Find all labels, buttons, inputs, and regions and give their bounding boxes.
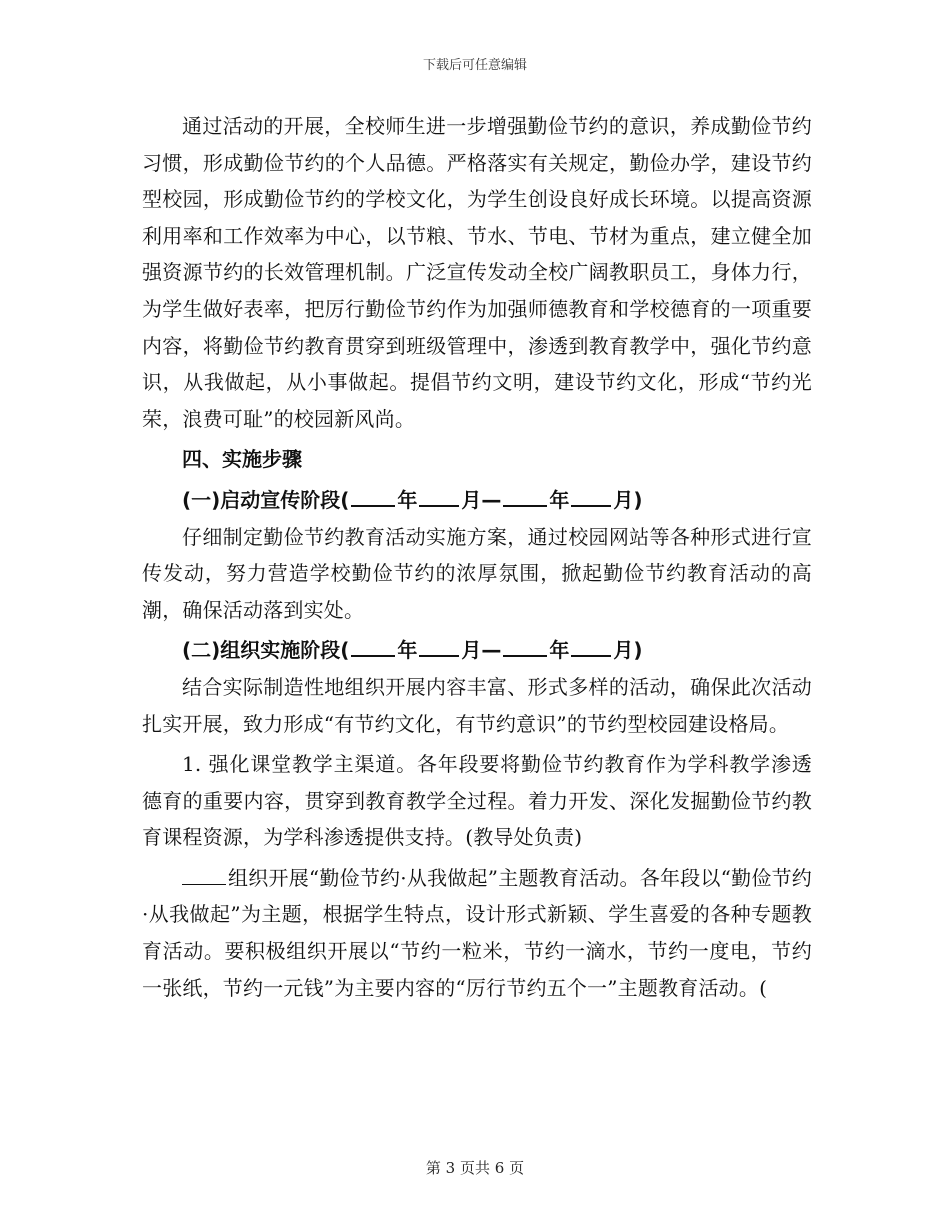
stage-2-prefix: (二)组织实施阶段( xyxy=(182,638,350,663)
blank-line xyxy=(571,487,611,507)
subheading-stage-1 xyxy=(142,482,812,519)
paragraph-stage-2: 结合实际制造性地组织开展内容丰富、形式多样的活动，确保此次活动扎实开展，致力形成“有节约文化，有节约意识”的节约型校园建设格局。 xyxy=(142,674,812,736)
paragraph-item-2 xyxy=(142,860,812,1006)
blank-line xyxy=(503,487,547,507)
paragraph-stage-1: 仔细制定勤俭节约教育活动实施方案，通过校园网站等各种形式进行宣传发动，努力营造学校勤俭节约的浓厚氛围，掀起勤俭节约教育活动的高潮，确保活动落到实处。 xyxy=(142,524,812,622)
blank-line xyxy=(419,487,459,507)
blank-line xyxy=(351,487,395,507)
document-body xyxy=(142,108,812,1006)
stage-1-month2: 月) xyxy=(613,487,643,512)
stage-1-year2: 年 xyxy=(549,487,570,512)
stage-2-month2: 月) xyxy=(613,638,643,663)
subheading-stage-2 xyxy=(142,632,812,669)
blank-line xyxy=(571,637,611,657)
page-header: 下载后可任意编辑 xyxy=(422,58,527,73)
stage-2-year2: 年 xyxy=(549,638,570,663)
blank-line xyxy=(351,637,395,657)
blank-line xyxy=(503,637,547,657)
paragraph-goals: 通过活动的开展，全校师生进一步增强勤俭节约的意识，养成勤俭节约习惯，形成勤俭节约的个人品德。严格落实有关规定，勤俭办学，建设节约型校园，形成勤俭节约的学校文化，为学生创设良好成长环境。以提高资源利用率和工作效率为中心，以节粮、节水、节电、节材为重点，建立健全加强资源节约的长效管理机制。广泛宣传发动全校广阔教职员工，身体力行，为学生做好表率，把厉行勤俭节约作为加强师德教育和学校德育的一项重要内容，将勤俭节约教育贯穿到班级管理中，渗透到教育教学中，强化节约意识，从我做起，从小事做起。提倡节约文明，建设节约文化，形成“节约光荣，浪费可耻”的校园新风尚。 xyxy=(142,114,812,431)
section-heading-steps: 四、实施步骤 xyxy=(182,447,302,472)
paragraph-item-2-text: 组织开展“勤俭节约·从我做起”主题教育活动。各年段以“勤俭节约·从我做起”为主题，根据学生特点，设计形式新颖、学生喜爱的各种专题教育活动。要积极组织开展以“节约一粒米，节约一滴水，节约一度电，节约一张纸，节约一元钱”为主要内容的“厉行节约五个一”主题教育活动。( xyxy=(142,865,812,1000)
stage-2-year1: 年 xyxy=(397,638,418,663)
blank-line xyxy=(182,866,226,885)
blank-line xyxy=(419,637,459,657)
stage-1-year1: 年 xyxy=(397,487,418,512)
paragraph-item-1: 1. 强化课堂教学主渠道。各年段要将勤俭节约教育作为学科教学渗透德育的重要内容，贯穿到教育教学全过程。着力开发、深化发掘勤俭节约教育课程资源，为学科渗透提供支持。(教导处负责) xyxy=(142,752,812,850)
stage-1-month1: 月— xyxy=(461,487,502,512)
stage-2-month1: 月— xyxy=(461,638,502,663)
stage-1-prefix: (一)启动宣传阶段( xyxy=(182,487,350,512)
page-footer: 第 3 页共 6 页 xyxy=(425,1159,525,1177)
